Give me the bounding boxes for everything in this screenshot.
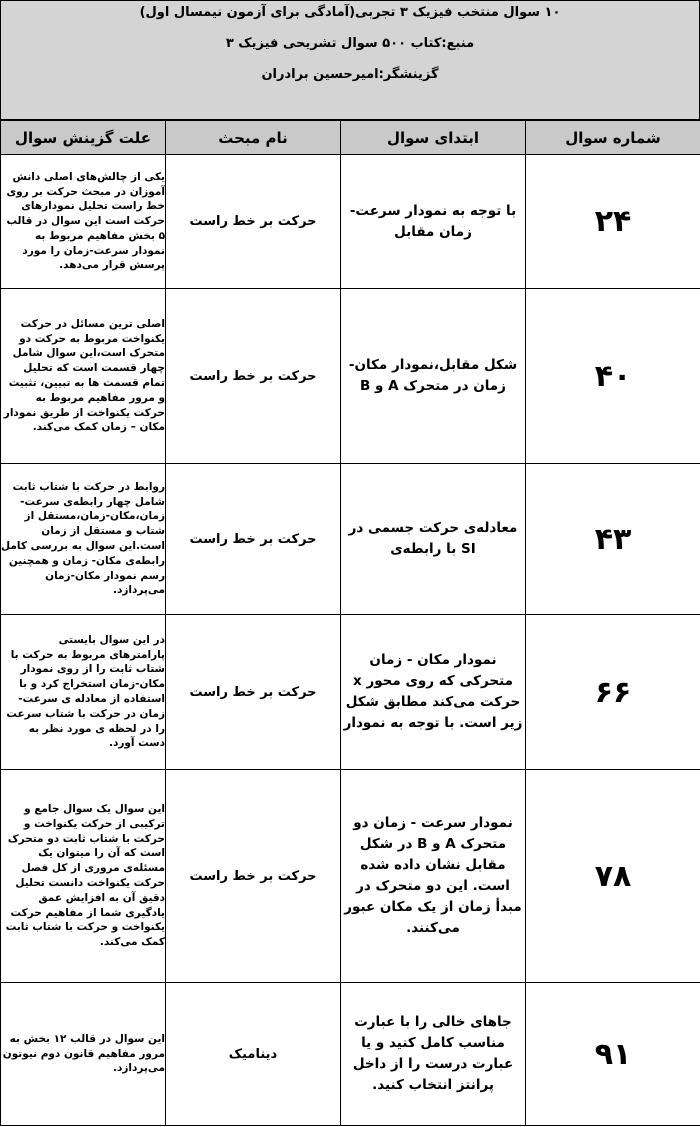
question-number: ۲۴ [526,155,700,289]
topic-name: حرکت بر خط راست [166,770,341,983]
document-header [0,0,700,120]
selection-reason: اصلی ترین مسائل در حرکت یکنواخت مربوط به حرکت دو متحرک است،این سوال شامل چهار قسمت است که تحلیل تمام قسمت ها به تبیین، تثبیت و مرور مفاهیم مربوط به حرکت یکنواخت از طریق نمودار مکان – زمان کمک می‌کند. [1,289,166,464]
topic-name: حرکت بر خط راست [166,615,341,770]
table-row [1,983,700,1126]
question-number: ۴۳ [526,464,700,615]
topic-name: دینامیک [166,983,341,1126]
question-start: شکل مقابل،نمودار مکان-زمان در متحرک A و B [341,289,526,464]
column-header-topic: نام مبحث [166,121,341,155]
topic-name: حرکت بر خط راست [166,289,341,464]
table-row [1,155,700,289]
table-header-row [1,121,700,155]
selection-reason: در این سوال بایستی پارامترهای مربوط به حرکت با شتاب ثابت را از روی نمودار مکان-زمان استخراج کرد و با استفاده از معادله ی سرعت-زمان در حرکت با شتاب سرعت را در لحظه ی مورد نظر به دست آورد. [1,615,166,770]
selection-reason: روابط در حرکت با شتاب ثابت شامل چهار رابطه‌ی سرعت-زمان،مکان-زمان،مستقل از شتاب و مستقل از زمان است.این سوال به بررسی کامل رابطه‌ی مکان- زمان و همچنین رسم نمودار مکان-زمان می‌پردازد. [1,464,166,615]
table-row [1,289,700,464]
selector-line: گزینشگر:امیرحسین برادران [261,67,439,82]
column-header-start: ابتدای سوال [341,121,526,155]
question-start: جاهای خالی را با عبارت مناسب کامل کنید و یا عبارت درست را از داخل پرانتز انتخاب کنید. [341,983,526,1126]
table-row [1,770,700,983]
selection-reason: این سوال یک سوال جامع و ترکیبی از حرکت یکنواخت و حرکت با شتاب ثابت دو متحرک است که آن را میتوان یک مسئله‌ی مروری از کل فصل حرکت یکنواخت دانست تحلیل دقیق آن به افزایش عمق یادگیری شما از مفاهیم حرکت یکنواخت و حرکت با شتاب ثابت کمک می‌کند. [1,770,166,983]
question-start: نمودار مکان - زمان متحرکی که روی محور x حرکت می‌کند مطابق شکل زیر است. با توجه به نمودار [341,615,526,770]
table-row [1,464,700,615]
question-start: معادله‌ی حرکت جسمی در SI با رابطه‌ی [341,464,526,615]
column-header-reason: علت گزینش سوال [1,121,166,155]
question-start: با توجه به نمودار سرعت-زمان مقابل [341,155,526,289]
document-title: ۱۰ سوال منتخب فیزیک ۳ تجربی(آمادگی برای آزمون نیمسال اول) [139,5,561,20]
question-start: نمودار سرعت - زمان دو متحرک A و B در شکل مقابل نشان داده شده است. این دو متحرک در مبدأ زمان از یک مکان عبور می‌کنند. [341,770,526,983]
question-number: ۷۸ [526,770,700,983]
questions-table [0,120,700,1126]
question-number: ۴۰ [526,289,700,464]
source-line: منبع:کتاب ۵۰۰ سوال تشریحی فیزیک ۳ [225,36,475,51]
table-row [1,615,700,770]
selection-reason: این سوال در قالب ۱۲ بخش به مرور مفاهیم قانون دوم نیوتون می‌پردازد. [1,983,166,1126]
topic-name: حرکت بر خط راست [166,464,341,615]
selection-reason: یکی از چالش‌های اصلی دانش آموزان در مبحث حرکت بر روی خط راست تحلیل نمودارهای حرکت است این سوال در قالب ۵ بخش مفاهیم مربوط به نمودار سرعت-زمان را مورد پرسش قرار می‌دهد. [1,155,166,289]
question-number: ۶۶ [526,615,700,770]
question-number: ۹۱ [526,983,700,1126]
column-header-number: شماره سوال [526,121,700,155]
topic-name: حرکت بر خط راست [166,155,341,289]
